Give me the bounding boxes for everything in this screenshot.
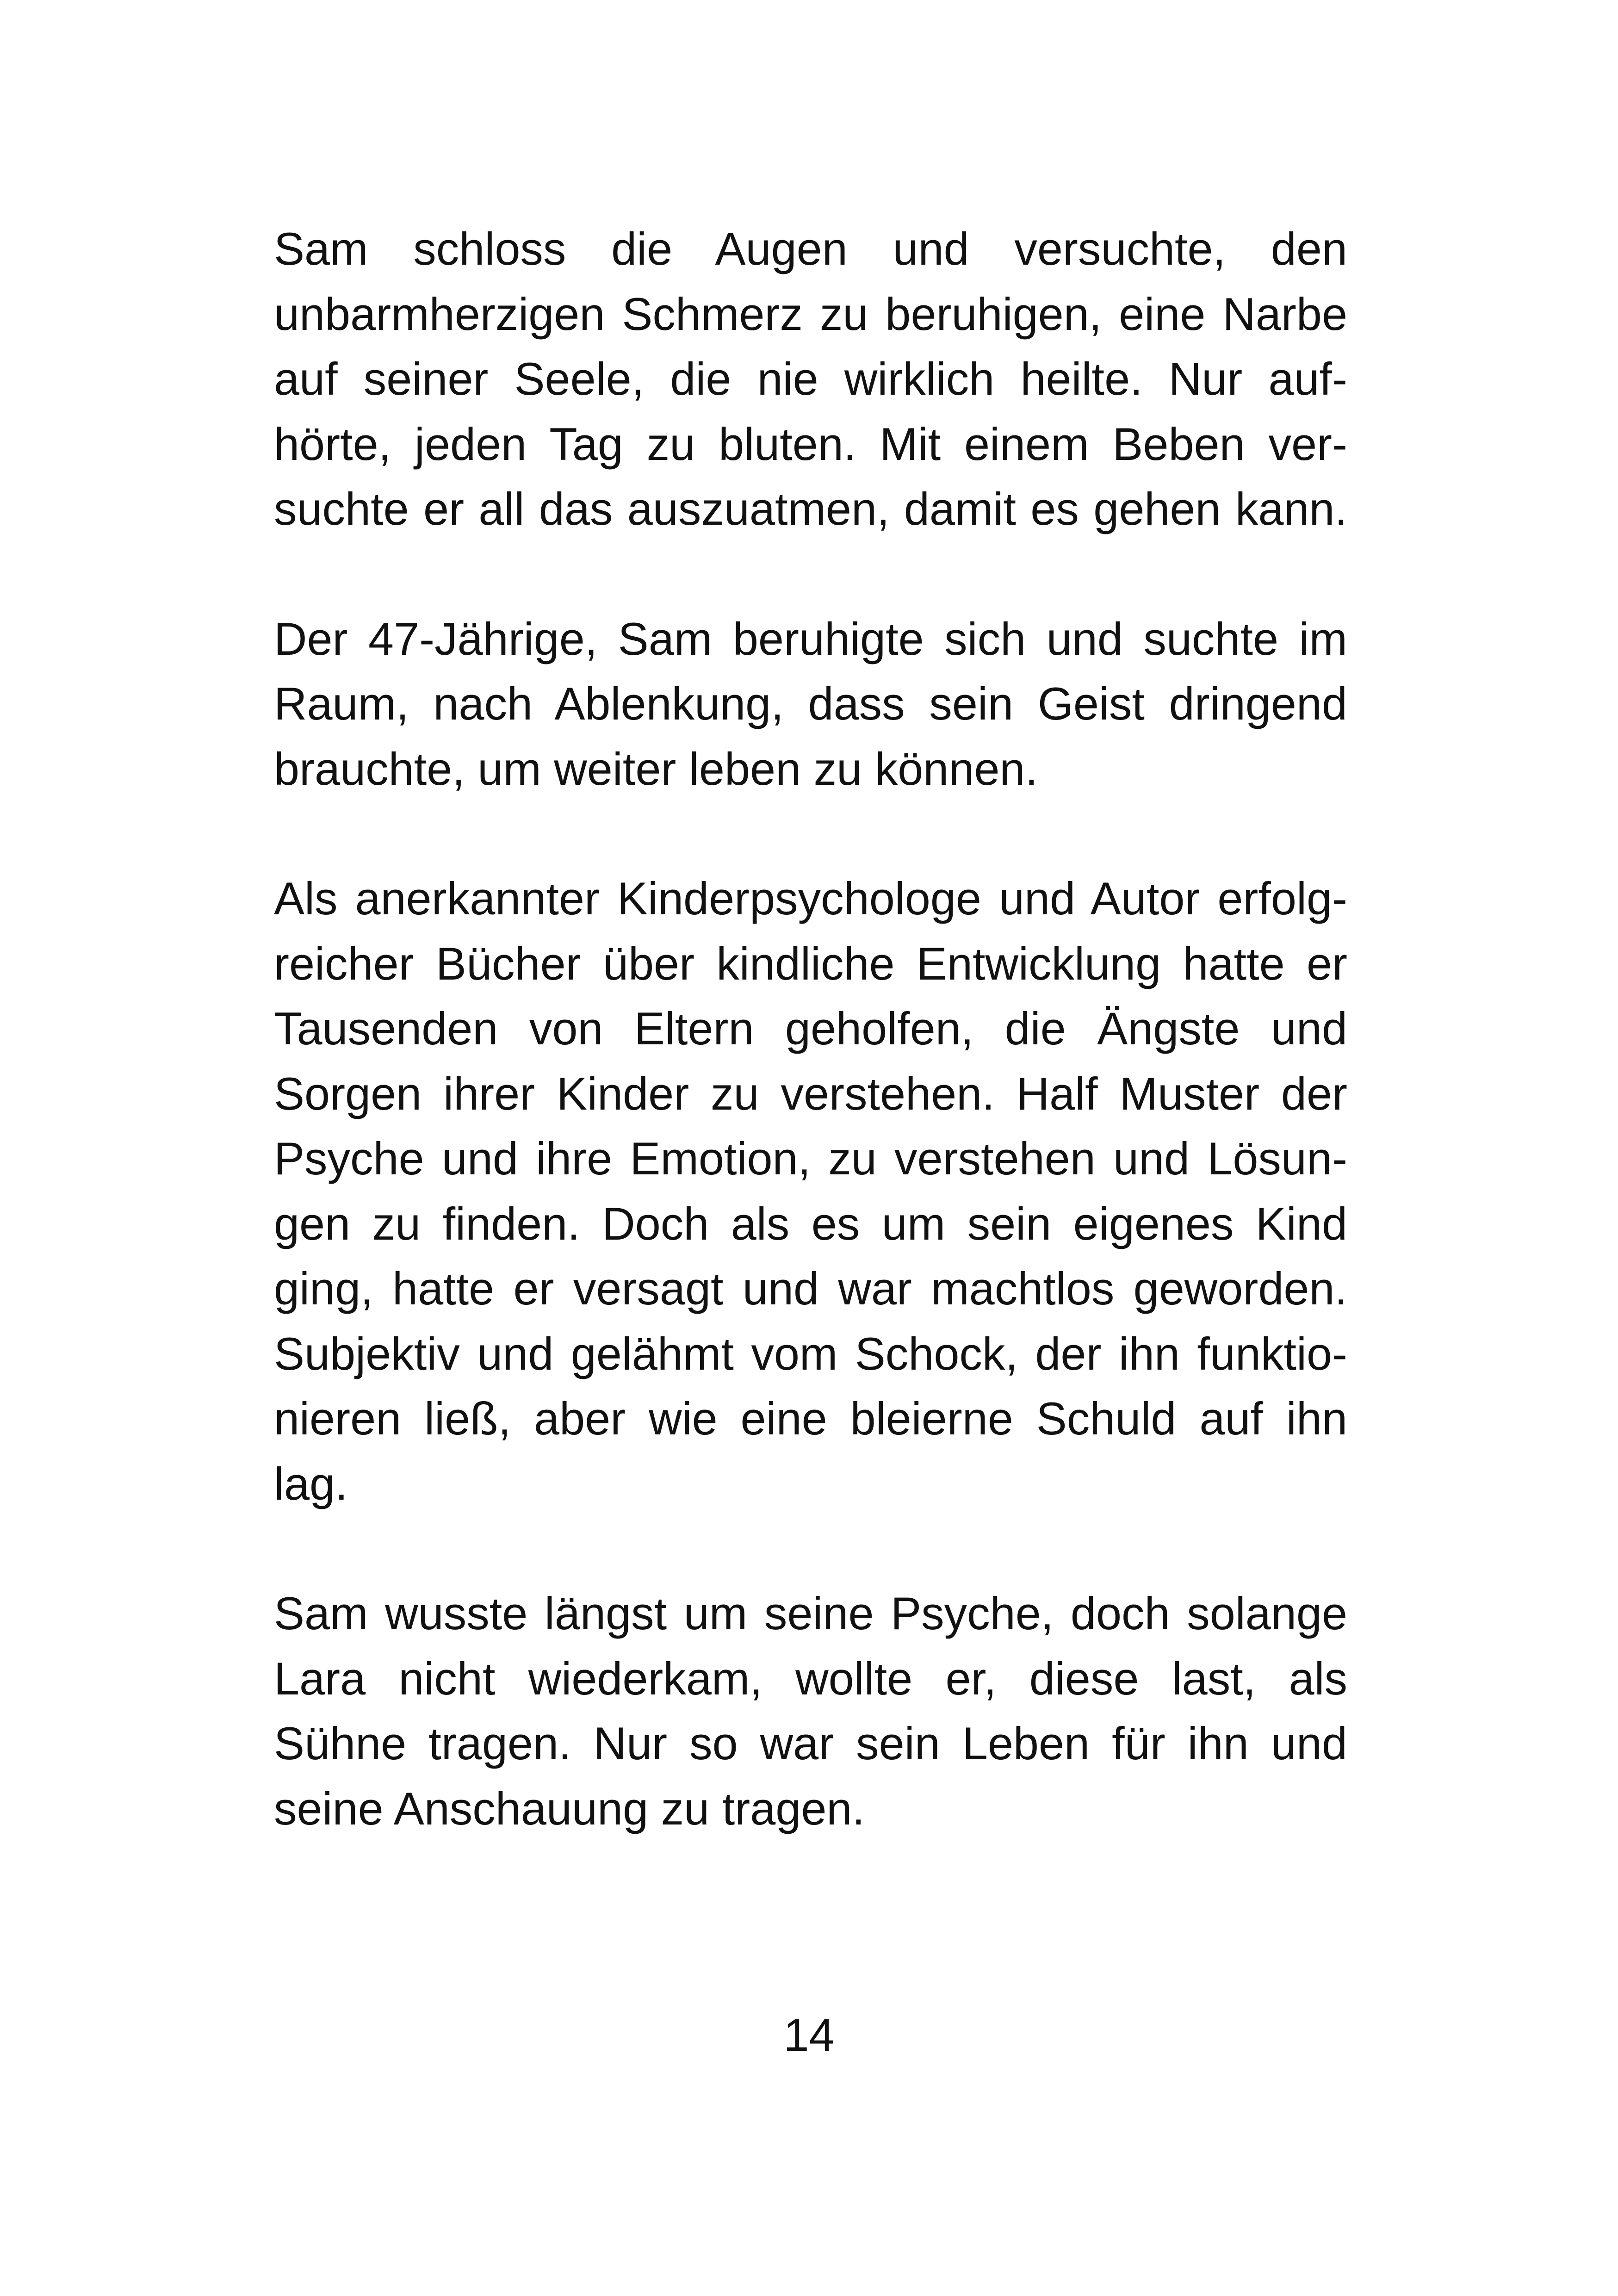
text-line: ging, hatte er versagt und war machtlos geworden. — [274, 1263, 1347, 1314]
text-line: Sorgen ihrer Kinder zu verstehen. Half Muster der — [274, 1067, 1347, 1119]
text-line: Tausenden von Eltern geholfen, die Ängste und — [274, 1003, 1347, 1054]
paragraph-3 — [274, 866, 1347, 1516]
text-line: seine Anschauung zu tragen. — [274, 1782, 865, 1834]
text-line: unbarmherzigen Schmerz zu beruhigen, eine Narbe — [274, 288, 1347, 340]
paragraph-1 — [274, 217, 1347, 542]
text-line: suchte er all das auszuatmen, damit es gehen kann. — [274, 483, 1347, 534]
text-line: lag. — [274, 1458, 348, 1509]
text-line: gen zu finden. Doch als es um sein eigenes Kind — [274, 1198, 1347, 1249]
text-line: auf seiner Seele, die nie wirklich heilte. Nur auf- — [274, 353, 1347, 404]
text-line: Als anerkannter Kinderpsychologe und Autor erfolg- — [274, 873, 1347, 924]
text-line: Der 47-Jährige, Sam beruhigte sich und suchte im — [274, 613, 1347, 664]
text-line: Sam wusste längst um seine Psyche, doch solange — [274, 1588, 1347, 1639]
text-line: Sühne tragen. Nur so war sein Leben für ihn und — [274, 1718, 1347, 1769]
text-line: reicher Bücher über kindliche Entwicklung hatte er — [274, 937, 1347, 989]
text-line: Raum, nach Ablenkung, dass sein Geist dringend — [274, 678, 1347, 729]
text-line: brauchte, um weiter leben zu können. — [274, 743, 1038, 794]
text-line: Psyche und ihre Emotion, zu verstehen und Lösun- — [274, 1133, 1347, 1184]
paragraph-4 — [274, 1581, 1347, 1841]
body-text — [274, 217, 1347, 1906]
text-line: Sam schloss die Augen und versuchte, den — [274, 223, 1347, 274]
text-line: Lara nicht wiederkam, wollte er, diese last, als — [274, 1652, 1347, 1704]
page-number: 14 — [783, 2009, 835, 2060]
text-line: Subjektiv und gelähmt vom Schock, der ihn funktio- — [274, 1328, 1347, 1379]
text-line: hörte, jeden Tag zu bluten. Mit einem Beben ver- — [274, 418, 1347, 470]
paragraph-2 — [274, 607, 1347, 802]
text-line: nieren ließ, aber wie eine bleierne Schuld auf ihn — [274, 1393, 1347, 1444]
